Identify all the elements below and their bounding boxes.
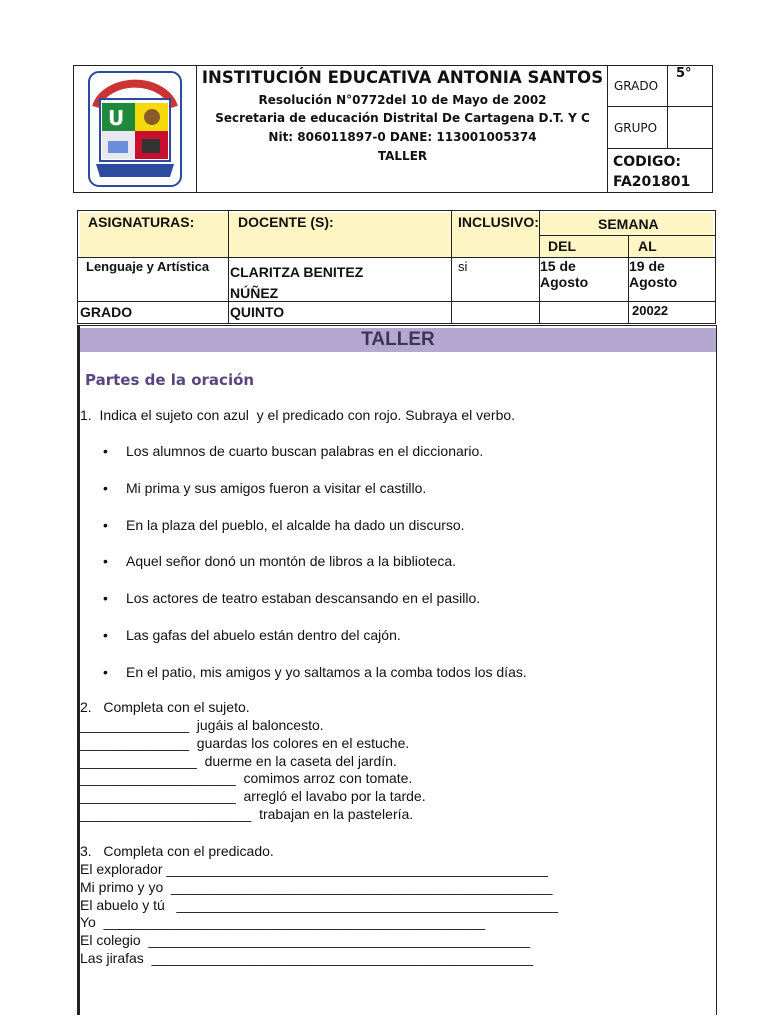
bullet-dot: • — [103, 516, 108, 533]
docente-line-2: NÚÑEZ — [230, 285, 279, 301]
del-label: DEL — [548, 238, 576, 254]
del-line-2: Agosto — [540, 274, 589, 290]
resolution-text: Resolución N°0772del 10 de Mayo de 2002 — [258, 93, 547, 107]
docente-line-1: CLARITZA BENITEZ — [230, 264, 364, 280]
school-logo — [86, 69, 184, 189]
grupo-label: GRUPO — [614, 121, 658, 135]
doc-type: TALLER — [377, 149, 428, 163]
bullet-dot: • — [103, 443, 108, 459]
del-line-1: 15 de — [540, 258, 576, 274]
docente-label: DOCENTE (S): — [238, 214, 334, 230]
grado-row-label: GRADO — [80, 304, 133, 320]
info-table — [77, 210, 716, 324]
fill-in-line[interactable]: El colegio _________________________________________________ — [80, 932, 531, 949]
year-value: 20022 — [632, 303, 669, 318]
list-item: Las gafas del abuelo están dentro del cajón. — [126, 627, 401, 643]
docente-value — [230, 262, 363, 304]
nit-text: Nit: 806011897-0 DANE: 113001005374 — [268, 130, 537, 144]
fill-in-line[interactable]: El abuelo y tú _________________________________________________ — [80, 896, 559, 913]
grado-row-value: QUINTO — [230, 304, 285, 320]
fill-in-line[interactable]: ______________________ trabajan en la pastelería. — [80, 806, 414, 822]
al-line-1: 19 de — [629, 258, 665, 274]
al-value — [629, 258, 677, 290]
fill-in-line[interactable]: ______________ guardas los colores en el estuche. — [80, 734, 410, 751]
inclusivo-value: si — [458, 259, 468, 274]
list-item: En el patio, mis amigos y yo saltamos a la comba todos los días. — [126, 663, 527, 680]
fill-in-line[interactable]: Yo _________________________________________________ — [80, 914, 486, 931]
semana-label: SEMANA — [598, 216, 659, 232]
del-value — [540, 258, 588, 290]
grado-value: 5° — [676, 66, 692, 81]
fill-in-line[interactable]: Mi primo y yo _________________________________________________ — [80, 878, 553, 895]
question-1: 1. Indica el sujeto con azul y el predicado con rojo. Subraya el verbo. — [80, 407, 516, 423]
worksheet-title: TALLER — [80, 328, 716, 352]
fill-in-line[interactable]: _______________ duerme en la caseta del jardín. — [80, 752, 397, 769]
header-table — [73, 65, 713, 193]
list-item: Mi prima y sus amigos fueron a visitar el castillo. — [126, 479, 427, 496]
al-line-2: Agosto — [629, 274, 678, 290]
bullet-dot: • — [103, 590, 108, 607]
section-heading: Partes de la oración — [85, 371, 255, 389]
secretaria-text: Secretaria de educación Distrital De Cartagena D.T. Y C — [215, 111, 590, 125]
question-2: 2. Completa con el sujeto. — [80, 699, 250, 715]
list-item: En la plaza del pueblo, el alcalde ha dado un discurso. — [126, 516, 465, 533]
fill-in-line[interactable]: ____________________ arregló el lavabo por la tarde. — [80, 788, 426, 805]
bullet-dot: • — [103, 627, 108, 643]
fill-in-line[interactable]: ______________ jugáis al baloncesto. — [80, 717, 324, 733]
bullet-dot: • — [103, 553, 108, 570]
asignaturas-label: ASIGNATURAS: — [88, 214, 195, 230]
inclusivo-label: INCLUSIVO: — [458, 214, 539, 230]
logo-letter: U — [108, 106, 125, 130]
worksheet-box — [77, 325, 717, 1015]
list-item: Los actores de teatro estaban descansando en el pasillo. — [126, 590, 481, 607]
asignatura-value: Lenguaje y Artística — [86, 259, 210, 274]
list-item: Aquel señor donó un montón de libros a la biblioteca. — [126, 553, 456, 570]
codigo-block — [613, 152, 690, 192]
fill-in-line[interactable]: El explorador _________________________________________________ — [80, 861, 548, 877]
fill-in-line[interactable]: Las jirafas _________________________________________________ — [80, 950, 534, 966]
bullet-dot: • — [103, 479, 108, 496]
list-item: Los alumnos de cuarto buscan palabras en el diccionario. — [126, 443, 484, 459]
fill-in-line[interactable]: ____________________ comimos arroz con tomate. — [80, 770, 413, 787]
codigo-value: FA201801 — [613, 174, 691, 190]
school-name: INSTITUCIÓN EDUCATIVA ANTONIA SANTOS — [201, 68, 604, 87]
bullet-dot: • — [103, 663, 108, 680]
al-label: AL — [638, 238, 657, 254]
question-3: 3. Completa con el predicado. — [80, 843, 274, 859]
codigo-label: CODIGO: — [613, 154, 681, 170]
grado-label: GRADO — [614, 79, 659, 93]
